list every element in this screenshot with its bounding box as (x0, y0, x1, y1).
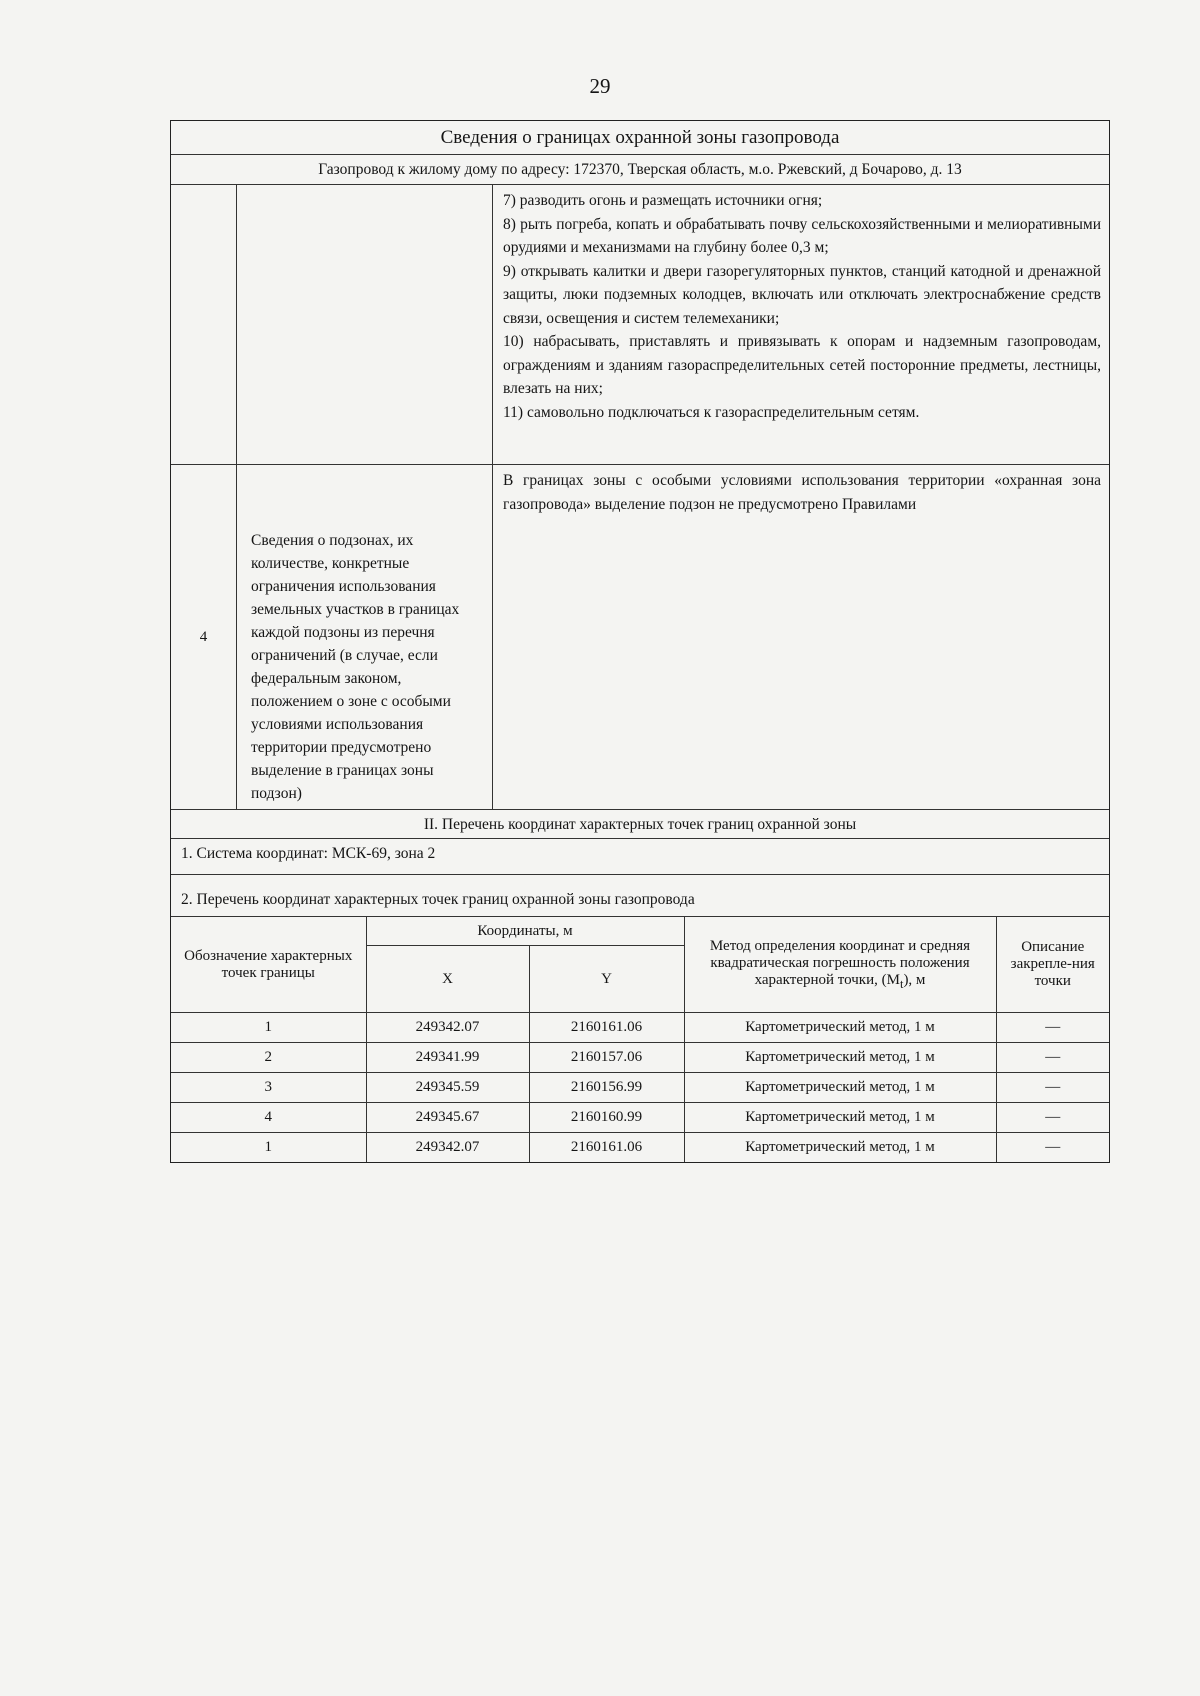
header-method-sub: t (899, 976, 904, 991)
subzones-row (171, 465, 1109, 810)
rule-item-8: 8) рыть погреба, копать и обрабатывать почву сельскохозяйственными и мелиоративными орудиями и механизмами на глубину более 0,3 м; (503, 215, 1101, 256)
header-coordinates: Координаты, м (366, 917, 684, 946)
rule-item-9: 9) открывать калитки и двери газорегуляторных пунктов, станций катодной и дренажной защиты, люки подземных колодцев, включать или отключать электроснабжение средств связи, освещения и систем телемеханики; (503, 262, 1101, 327)
page-number: 29 (589, 74, 611, 98)
x-cell: 249345.67 (366, 1103, 529, 1133)
y-cell: 2160160.99 (529, 1103, 684, 1133)
row-number-cell (171, 185, 237, 464)
subzones-name-cell (237, 465, 493, 809)
method-cell: Картометрический метод, 1 м (684, 1073, 996, 1103)
boundary-info-sheet (170, 120, 1110, 1163)
description-cell: — (996, 1013, 1109, 1043)
header-x: X (366, 946, 529, 1013)
x-cell: 249342.07 (366, 1013, 529, 1043)
y-cell: 2160156.99 (529, 1073, 684, 1103)
x-cell: 249345.59 (366, 1073, 529, 1103)
y-cell: 2160157.06 (529, 1043, 684, 1073)
row-name-cell (237, 185, 493, 464)
table-row (171, 1043, 1109, 1073)
header-method (684, 917, 996, 1013)
subzones-name: Сведения о подзонах, их количестве, конкретные ограничения использования земельных участков в границах каждой подзоны из перечня ограничений (в случае, если федеральным законом, положением о зоне с особыми условиями использования территории предусмотрено выделение в границах зоны подзон) (251, 532, 460, 802)
header-y: Y (529, 946, 684, 1013)
point-cell: 2 (171, 1043, 366, 1073)
header-method-main: Метод определения координат и средняя квадратическая погрешность положения характерной точки, (M (709, 937, 971, 988)
method-cell: Картометрический метод, 1 м (684, 1103, 996, 1133)
rule-item-11: 11) самовольно подключаться к газораспределительным сетям. (503, 403, 920, 421)
table-row (171, 1013, 1109, 1043)
table-row (171, 1133, 1109, 1163)
section-2-title: II. Перечень координат характерных точек границ охранной зоны (171, 810, 1109, 839)
description-cell: — (996, 1103, 1109, 1133)
rule-item-10: 10) набрасывать, приставлять и привязывать к опорам и надземным газопроводам, ограждениям и зданиям газораспределительных сетей посторонние предметы, лестницы, влезать на них; (503, 333, 1101, 397)
y-cell: 2160161.06 (529, 1133, 684, 1163)
header-description: Описание закрепле-ния точки (996, 917, 1109, 1013)
rules-list (493, 185, 1109, 464)
x-cell: 249341.99 (366, 1043, 529, 1073)
coordinate-list-title: 2. Перечень координат характерных точек границ охранной зоны газопровода (171, 875, 1109, 917)
description-cell: — (996, 1133, 1109, 1163)
method-cell: Картометрический метод, 1 м (684, 1013, 996, 1043)
point-cell: 1 (171, 1133, 366, 1163)
point-cell: 1 (171, 1013, 366, 1043)
x-cell: 249342.07 (366, 1133, 529, 1163)
y-cell: 2160161.06 (529, 1013, 684, 1043)
subzones-number: 4 (171, 465, 237, 809)
point-cell: 3 (171, 1073, 366, 1103)
document-title: Сведения о границах охранной зоны газопровода (171, 121, 1109, 155)
method-cell: Картометрический метод, 1 м (684, 1133, 996, 1163)
coordinates-table (171, 917, 1109, 1162)
rules-continuation-row (171, 185, 1109, 465)
header-method-tail: ), м (903, 971, 926, 988)
description-cell: — (996, 1073, 1109, 1103)
coordinate-system: 1. Система координат: МСК-69, зона 2 (171, 839, 1109, 875)
header-point: Обозначение характерных точек границы (171, 917, 366, 1013)
point-cell: 4 (171, 1103, 366, 1133)
subzones-value: В границах зоны с особыми условиями использования территории «охранная зона газопровода» выделение подзон не предусмотрено Правилами (503, 472, 1101, 513)
object-description: Газопровод к жилому дому по адресу: 172370, Тверская область, м.о. Ржевский, д Бочарово, д. 13 (171, 155, 1109, 185)
description-cell: — (996, 1043, 1109, 1073)
table-row (171, 1073, 1109, 1103)
rule-item-7: 7) разводить огонь и размещать источники огня; (503, 192, 823, 209)
coordinates-table-wrap (171, 917, 1109, 1162)
table-row (171, 1103, 1109, 1133)
method-cell: Картометрический метод, 1 м (684, 1043, 996, 1073)
